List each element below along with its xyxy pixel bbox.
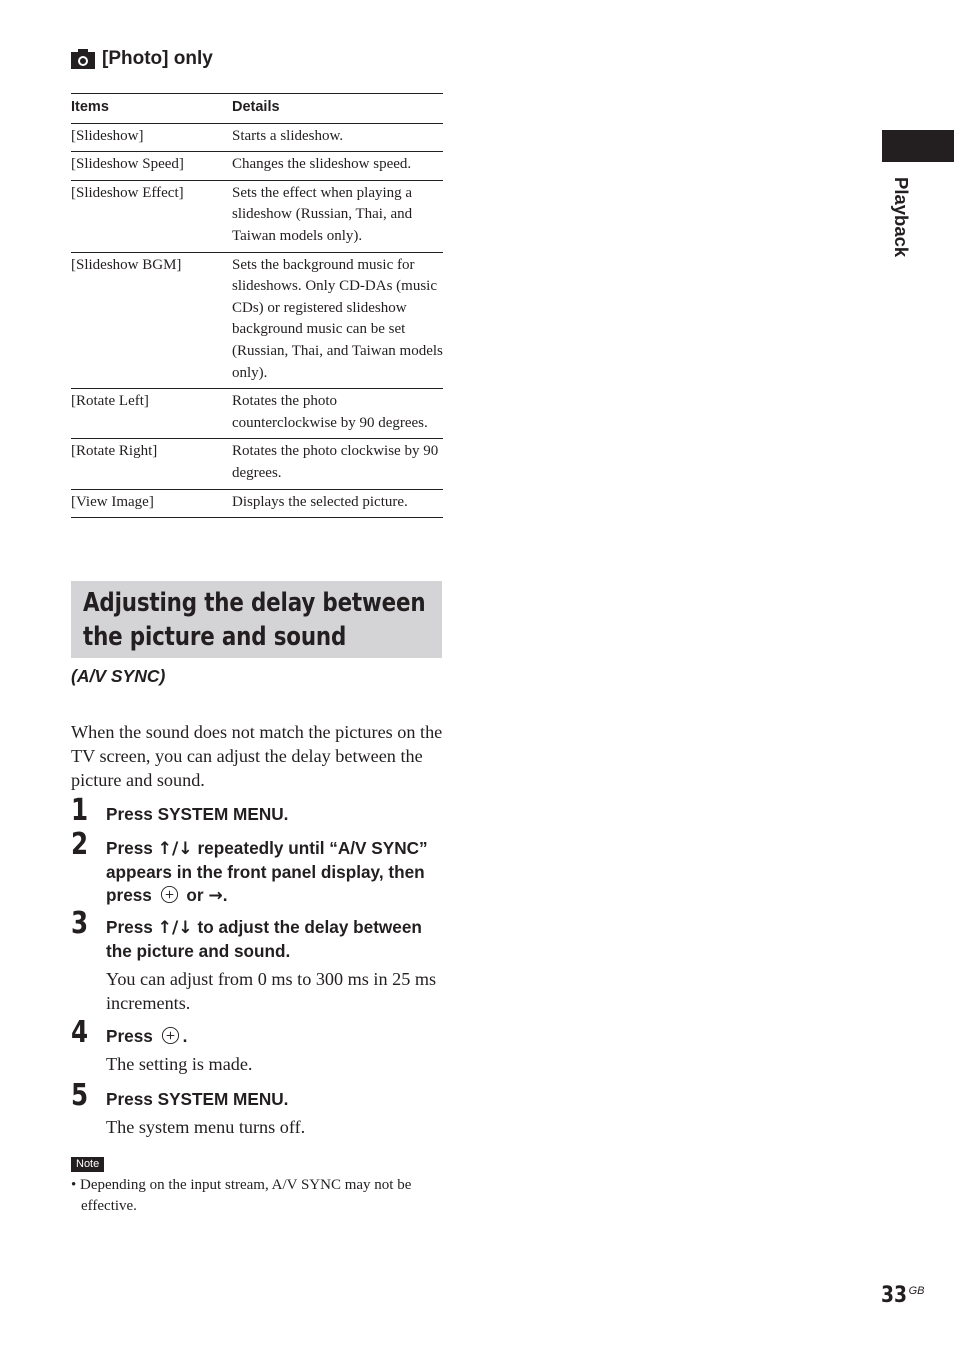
page-number-value: 33 — [881, 1283, 908, 1308]
table-cell-detail: Rotates the photo clockwise by 90 degrees. — [232, 439, 443, 489]
photo-section-heading — [71, 44, 213, 74]
table-cell-detail: Changes the slideshow speed. — [232, 152, 443, 181]
step-text: Press — [106, 917, 158, 937]
camera-icon — [71, 49, 95, 69]
up-down-arrow-icon: ↑/↓ — [157, 839, 193, 859]
step-number: 1 — [71, 793, 89, 828]
table-cell-item: [View Image] — [71, 489, 232, 518]
table-header-items: Items — [71, 94, 232, 124]
right-arrow-icon: → — [208, 886, 223, 906]
table-cell-item: [Rotate Right] — [71, 439, 232, 489]
table-cell-detail: Rotates the photo counterclockwise by 90 degrees. — [232, 389, 443, 439]
step-text: . — [222, 885, 228, 905]
step-result: The setting is made. — [106, 1054, 253, 1074]
table-row — [71, 439, 443, 489]
page-number-suffix: GB — [908, 1285, 925, 1297]
step-text: Press — [106, 838, 158, 858]
step-3 — [71, 906, 451, 1015]
step-result: You can adjust from 0 ms to 300 ms in 25 ms increments. — [106, 969, 437, 1013]
table-cell-item: [Slideshow Effect] — [71, 180, 232, 252]
table-cell-detail: Starts a slideshow. — [232, 123, 443, 152]
table-cell-detail: Sets the effect when playing a slideshow (Russian, Thai, and Taiwan models only). — [232, 180, 443, 252]
table-row — [71, 389, 443, 439]
step-text: or — [181, 885, 209, 905]
step-text: repeatedly until “A/V SYNC” appears in the front panel display, then press — [106, 838, 428, 905]
table-row — [71, 489, 443, 518]
side-tab-marker — [882, 130, 954, 162]
table-row — [71, 152, 443, 181]
table-header-row — [71, 94, 443, 124]
photo-section-title: [Photo] only — [102, 48, 213, 69]
step-4 — [71, 1015, 451, 1076]
step-text: . — [182, 1026, 188, 1046]
step-number: 3 — [71, 906, 89, 941]
side-tab-label: Playback — [891, 177, 912, 258]
step-result: The system menu turns off. — [106, 1117, 306, 1137]
step-text: Press — [106, 1026, 158, 1046]
step-instruction — [106, 1025, 451, 1048]
step-text: to adjust the delay between the picture and sound. — [106, 917, 422, 961]
step-instruction — [106, 916, 451, 963]
table-cell-detail: Displays the selected picture. — [232, 489, 443, 518]
note-text: • Depending on the input stream, A/V SYNC may not be effective. — [71, 1177, 412, 1214]
table-cell-item: [Rotate Left] — [71, 389, 232, 439]
table-cell-detail: Sets the background music for slideshows. Only CD-DAs (music CDs) or registered slideshow background music can be set (Russian, Thai, and Taiwan models only). — [232, 252, 443, 389]
section-intro: When the sound does not match the pictures on the TV screen, you can adjust the delay between the picture and sound. — [71, 722, 443, 790]
section-heading: Adjusting the delay between the picture and sound — [83, 588, 426, 652]
table-cell-item: [Slideshow] — [71, 123, 232, 152]
step-2 — [71, 827, 451, 908]
table-cell-item: [Slideshow Speed] — [71, 152, 232, 181]
page-number — [881, 1283, 925, 1308]
step-instruction: Press SYSTEM MENU. — [106, 1089, 289, 1109]
step-number: 5 — [71, 1078, 89, 1113]
table-header-details: Details — [232, 94, 443, 124]
step-instruction — [106, 837, 451, 908]
section-subtitle: (A/V SYNC) — [71, 666, 166, 686]
step-5 — [71, 1078, 451, 1139]
table-row — [71, 180, 443, 252]
enter-button-icon — [161, 1026, 180, 1045]
table-cell-item: [Slideshow BGM] — [71, 252, 232, 389]
photo-items-table — [71, 93, 443, 518]
up-down-arrow-icon: ↑/↓ — [157, 918, 193, 938]
note-label: Note — [71, 1157, 104, 1172]
enter-button-icon — [160, 885, 179, 904]
table-row — [71, 123, 443, 152]
step-1 — [71, 793, 451, 828]
step-number: 4 — [71, 1015, 89, 1050]
table-row — [71, 252, 443, 389]
step-number: 2 — [71, 827, 89, 862]
section-heading-banner — [71, 581, 442, 658]
step-instruction: Press SYSTEM MENU. — [106, 804, 289, 824]
